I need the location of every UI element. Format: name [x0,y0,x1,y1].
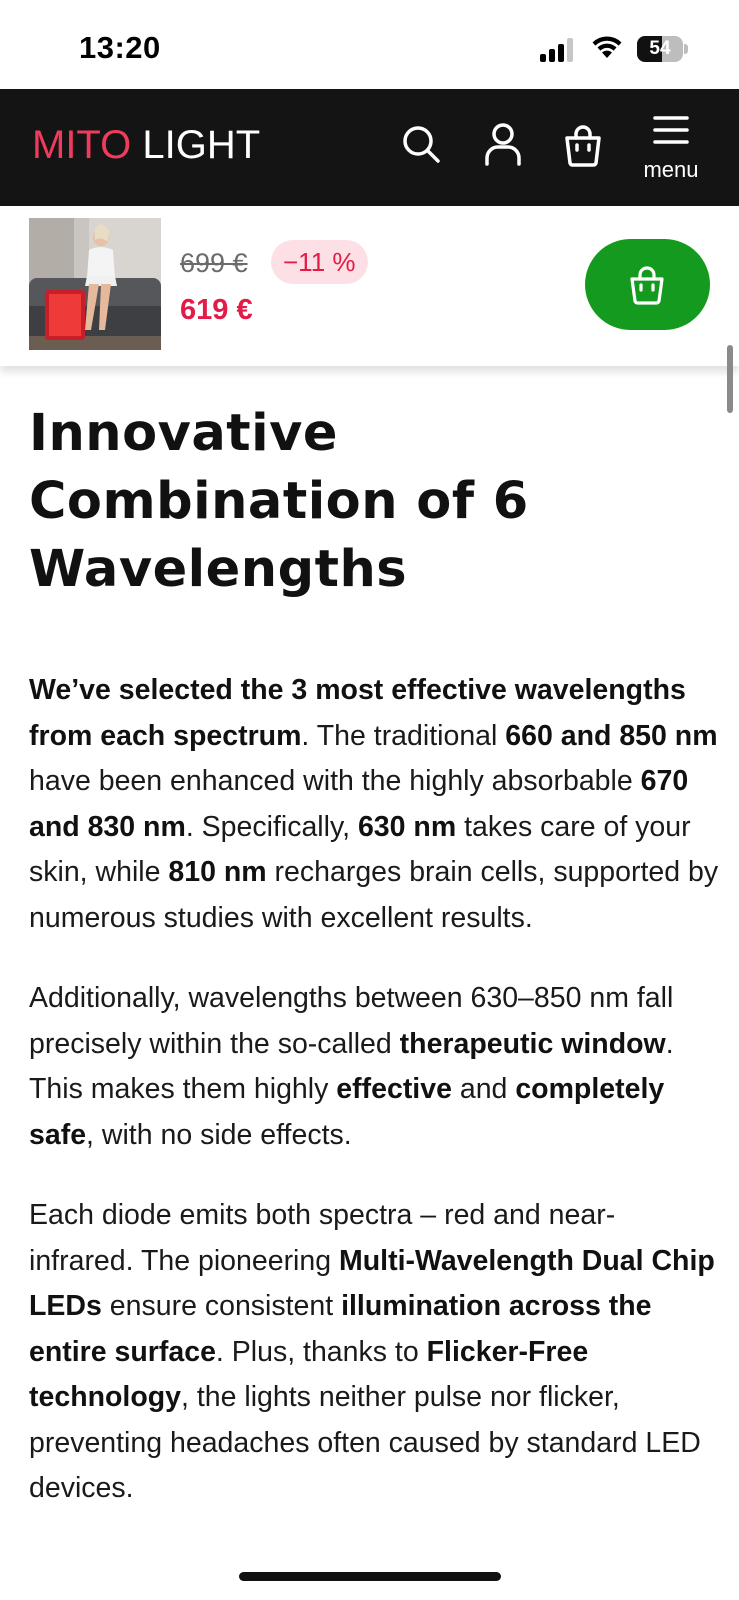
shopping-bag-icon [628,265,666,305]
search-icon[interactable] [400,123,444,167]
account-icon[interactable] [483,123,523,167]
wifi-icon [590,34,624,60]
site-header [0,89,739,206]
paragraph-dual-chip: Each diode emits both spectra – red and near-infrared. The pioneering Multi-Wavelength Dual Chip LEDs ensure consistent illumination across the entire surface. Plus, thanks to Flicker-Free technology, the lights neither pulse nor flicker, preventing headaches often caused by standard LED devices. [29,1199,715,1504]
discount-badge: −11 % [271,240,368,284]
scrollbar[interactable] [727,345,733,413]
home-indicator[interactable] [239,1572,501,1581]
paragraph-wavelengths: We’ve selected the 3 most effective wavelengths from each spectrum. The traditional 660 and 850 nm have been enhanced with the highly absorbable 670 and 830 nm. Specifically, 630 nm takes care of your skin, while 810 nm recharges brain cells, supported by numerous studies with excellent results. [29,674,719,934]
logo[interactable] [32,123,260,168]
article [29,400,719,1512]
battery-icon [637,36,687,62]
menu-icon [653,115,689,145]
menu-button[interactable] [636,113,706,183]
cart-icon[interactable] [563,123,603,167]
menu-label: menu [643,157,699,182]
battery-percent: 54 [649,38,671,59]
logo-brand: MITO [32,123,132,167]
cellular-signal-icon [540,38,576,62]
old-price: 699 € [180,248,248,278]
add-to-cart-button[interactable] [585,239,710,330]
logo-word: LIGHT [142,123,261,167]
section-heading: Innovative Combination of 6 Wavelengths [29,404,529,599]
current-price: 619 € [180,294,253,326]
paragraph-therapeutic-window: Additionally, wavelengths between 630–850 nm fall precisely within the so-called therapeutic window. This makes them highly effective and completely safe, with no side effects. [29,982,674,1151]
sticky-product-bar [0,206,739,366]
product-thumbnail[interactable] [29,218,161,350]
status-time: 13:20 [79,30,161,65]
status-bar [0,0,739,89]
